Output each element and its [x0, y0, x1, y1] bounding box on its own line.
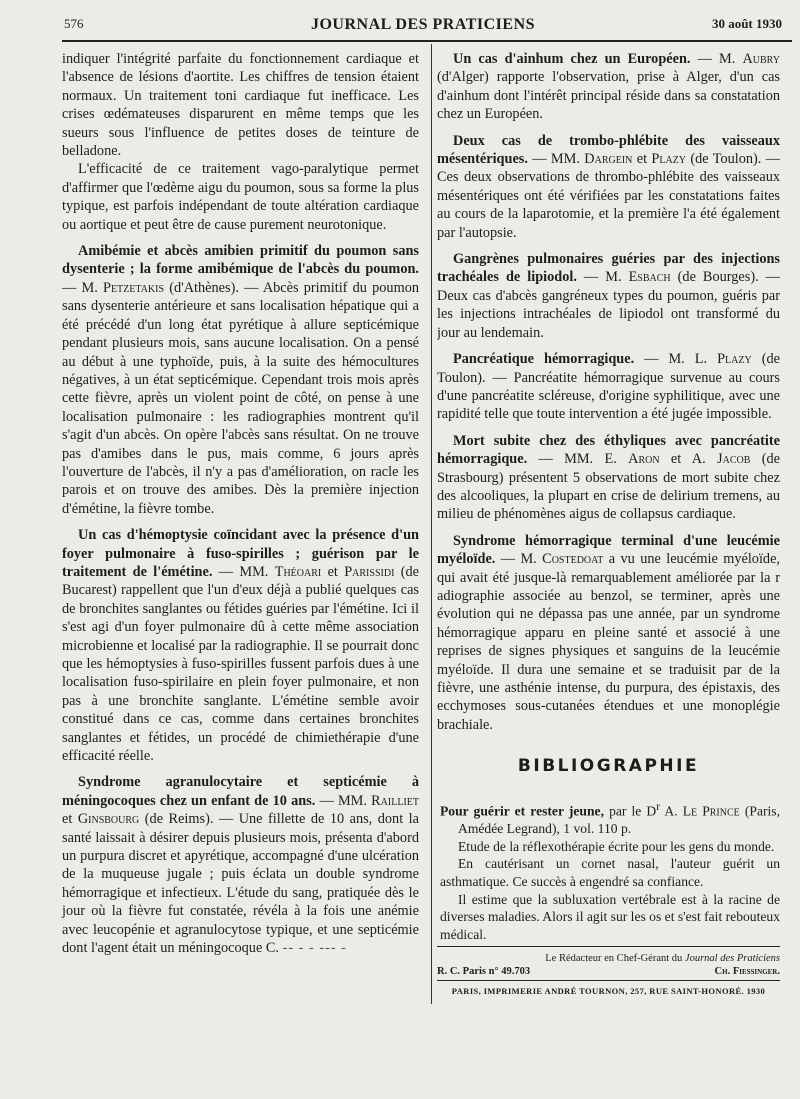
article-title: Gangrènes pulmonaires guéries par des injections trachéales de lipiodol.	[437, 251, 780, 286]
author-name: Plazy	[717, 351, 752, 368]
article-body: (d'Alger) rapporte l'observation, prise à Alger, d'un cas d'ainhum dont l'intérêt principal réside dans sa constatation chez un Européen.	[437, 69, 780, 123]
author-name: Jacob	[717, 451, 751, 468]
review-paragraph: Il estime que la subluxation vertébrale est à la racine de diverses maladies. Alors il agit sur les os et s'est fait rebouteux médical.	[440, 891, 780, 942]
author-name: Esbach	[628, 269, 671, 286]
author-name: Parissidi	[344, 563, 395, 580]
article-body: (de Toulon). — Ces deux observations de thrombo-phlébite des vaisseaux mésentériques ont été vérifiées par les constatations faites au cours de la laparotomie, et la première l'a été également par l'autopsie.	[437, 151, 780, 241]
article-body: (de Reims). — Une fillette de 10 ans, dont la santé laissait à désirer depuis plusieurs mois, présenta d'abord un purpura discret et apyrétique, accompagné d'une ulcération de la muqueuse jugale ; puis éclata un double syndrome hémorragique et infectieux. L'étude du sang, pratiquée dès le jour où la fièvre fut constatée, révéla à la fois une anémie avec leucopénie et agranulocytose typique, et une septicémie dont l'agent était un méningocoque C.	[62, 811, 419, 957]
book-reference: Pour guérir et rester jeune, par le $D^r$ A. Le Prince (Paris, Amédée Legrand), 1 vol. 110 p.	[440, 801, 780, 837]
redacteur-line: Le Rédacteur en Chef-Gérant du Journal des Praticiens	[545, 953, 780, 964]
article-body: a vu une leucémie myéloïde, qui avait été jusque-là remarquablement améliorée par la r adiographie associée au benzol, se terminer, après une évolution qui ne dépassa pas une année, par un syndrome hémorragique apparu en pleine santé et associé à une reprises de signes physiques et sanguins de la leucémie myéloïde. Il dura une semaine et se traduisit par de la fièvre, une asthénie intense, du purpura, des épistaxis, des ecchymoses sous-cutanées étendues et une monoplégie brachiale.	[437, 551, 780, 733]
rc-number: R. C. Paris n° 49.703	[437, 966, 531, 977]
column-divider	[431, 44, 432, 1004]
article-title: Pancréatique hémorragique.	[453, 351, 635, 368]
article-title: Un cas d'hémoptysie coïncidant avec la présence d'un foyer pulmonaire à fuso-spirilles ; guérison par le traitement de l'émétine.	[62, 527, 419, 580]
article-leucemie: Syndrome hémorragique terminal d'une leucémie myéloïde. — M. Costedoat a vu une leucémie myéloïde, qui avait été jusque-là remarquablement améliorée par la r adiographie associée au benzol, se terminer, après une évolution qui ne dépassa pas une année, par un syndrome hémorragique apparu en pleine santé et associé à une reprises de signes physiques et sanguins de la leucémie myéloïde. Il dura une semaine et se traduisit par de la fièvre, une asthénie intense, du purpura, des épistaxis, des ecchymoses sous-cutanées étendues et une monoplégie brachiale.	[437, 532, 780, 733]
author-name: Petzetakis	[103, 279, 165, 296]
paragraph-conclusion: L'efficacité de ce traitement vago-paralytique permet d'affirmer que l'œdème aigu du poumon, sous sa forme la plus typique, est parfois indépendant de toute altération cardiaque ou aortique et peut être de cause purement neurotonique.	[62, 161, 419, 233]
article-title: Mort subite chez des éthyliques avec pancréatite hémorragique.	[437, 432, 780, 468]
article-body: (de Strasbourg) présentent 5 observations de mort subite chez des alcooliques, la plupart en crise de delirium tremens, au milieu de phénomènes aigus de collapsus cardiaque.	[437, 451, 780, 523]
article-hemoptysie: Un cas d'hémoptysie coïncidant avec la présence d'un foyer pulmonaire à fuso-spirilles ; guérison par le traitement de l'émétine. — MM. Théoari et Parissidi (de Bucarest) rappellent que l'un d'eux déjà a publié quelques cas de bronchites sanglantes ou fétides guéries par l'émétine. Ici il s'est agi d'un foyer pulmonaire dû à cette même association microbienne et localisé par la radiographie. Il se pourrait donc que les hémoptysies à fuso-spirilles fussent parfois dues à une localisation fuso-spirilaire en plein foyer pulmonaire, et non pas à une bronchite sanglante. L'émétine semble avoir constitué dans ce cas, comme dans certaines bronchites sanglantes et fétides, un procédé de chimiethérapie d'une efficacité réelle.	[62, 527, 419, 765]
author-name: Plazy	[651, 151, 687, 168]
article-mort-subite: Mort subite chez des éthyliques avec pancréatite hémorragique. — MM. E. Aron et A. Jacob (de Strasbourg) présentent 5 observations de mort subite chez des alcooliques, la plupart en crise de delirium tremens, au milieu de phénomènes aigus de collapsus cardiaque.	[437, 432, 780, 523]
article-body: (de Bourges). — Deux cas d'abcès gangréneux types du poumon, guéris par les injections intrachéales de lipiodol ont transformé du jour au lendemain.	[437, 269, 780, 341]
bibliographie-heading: BIBLIOGRAPHIE	[517, 756, 700, 776]
printer-line: PARIS, IMPRIMERIE ANDRÉ TOURNON, 257, RUE SAINT-HONORÉ. 1930	[451, 986, 766, 996]
paragraph-continued: indiquer l'intégrité parfaite du fonctionnement cardiaque et l'absence de lésions d'aortite. Les chiffres de tension étaient normaux. Un traitement toni cardiaque fut inefficace. Les crises œdémateuses disparurent en même temps que les sueurs sous l'influence de petites doses de teinture de belladone.	[62, 51, 419, 160]
article-body: (de Bucarest) rappellent que l'un d'eux déjà a publié quelques cas de bronchites sanglantes ou fétides guéries par l'émétine. Ici il s'est agi d'un foyer pulmonaire dû à cette même association microbienne et localisé par la radiographie. Il se pourrait donc que les hémoptysies à fuso-spirilles fussent parfois dues à une localisation fuso-spirilaire en plein foyer pulmonaire, et non pas à une bronchite sanglante. L'émétine semble avoir constitué dans ce cas, comme dans certaines bronchites sanglantes et fétides, un procédé de chimiethérapie d'une efficacité réelle.	[62, 563, 419, 765]
journal-title: JOURNAL DES PRATICIENS	[310, 16, 536, 33]
issue-date: 30 août 1930	[711, 16, 782, 31]
author-name: Aubry	[742, 51, 780, 67]
registration-line	[437, 965, 780, 978]
article-title: Un cas d'ainhum chez un Européen.	[453, 51, 691, 67]
author-name: Railliet	[371, 792, 419, 809]
article-body: (de Toulon). — Pancréatite hémorragique survenue au cours d'une pancréatite scléreuse, d'origine syphilitique, avec une rapidité telle que toute intervention a été jugée impossible.	[437, 351, 780, 423]
author-name: Aron	[628, 451, 660, 468]
article-gangrenes: Gangrènes pulmonaires guéries par des injections trachéales de lipiodol. — M. Esbach (de Bourges). — Deux cas d'abcès gangréneux types du poumon, guéris par les injections intrachéales de lipiodol ont transformé du jour au lendemain.	[437, 251, 780, 341]
article-amibemie: Amibémie et abcès amibien primitif du poumon sans dysenterie ; la forme amibémique de l'abcès du poumon. — M. Petzetakis (d'Athènes). — Abcès primitif du poumon sans dysenterie antérieure et sans localisation hépatique qui a été précédé d'un long état pyrétique à allure septicémique pendant plusieurs mois, sans aucune localisation. On a pensé au début à une typhoïde, puis, à la suite des hémocultures négatives, à un état septicémique. Cependant trois mois après cette fièvre, après un violent point de côté, on pense à une localisation pulmonaire : les radiographies montrent qu'il s'agit d'un abcès. On opère l'abcès sans résultat. On ne trouve pas d'amibes dans le pus, mais comme, 6 jours après l'ouverture de l'abcès, il n'y a pas d'amélioration, on racle les parois et on trouve des amibes. Dès la première injection d'émétine, la fièvre tombe.	[62, 243, 419, 517]
footer-rule-bottom	[437, 980, 780, 981]
footer-rule-top	[437, 946, 780, 947]
book-publisher: (Paris, Amédée Legrand), 1 vol. 110 p.	[458, 803, 780, 837]
page-header	[64, 16, 782, 38]
page-number: 576	[64, 16, 84, 31]
author-name: Dargein	[584, 151, 633, 168]
article-title: Syndrome hémorragique terminal d'une leucémie myéloïde.	[437, 532, 780, 568]
end-dashes: -- - - --- -	[282, 940, 347, 957]
article-title: Syndrome agranulocytaire et septicémie à méningocoques chez un enfant de 10 ans.	[62, 774, 419, 809]
article-trombo-phlebite: Deux cas de trombo-phlébite des vaisseaux mésentériques. — MM. Dargein et Plazy (de Toulon). — Ces deux observations de thrombo-phlébite des vaisseaux mésentériques ont été vérifiées par les constatations faites au cours de la laparotomie, et la première l'a été également par l'autopsie.	[437, 132, 780, 241]
right-column	[437, 50, 780, 734]
header-rule	[62, 40, 792, 42]
review-paragraph: En cautérisant un cornet nasal, l'auteur guérit un asthmatique. Ce succès à engendré sa confiance.	[440, 856, 780, 889]
left-column	[62, 50, 419, 958]
article-pancreatique: Pancréatique hémorragique. — M. L. Plazy (de Toulon). — Pancréatite hémorragique survenue au cours d'une pancréatite scléreuse, d'origine syphilitique, avec une rapidité telle que toute intervention a été jugée impossible.	[437, 351, 780, 423]
article-title: Amibémie et abcès amibien primitif du poumon sans dysenterie ; la forme amibémique de l'abcès du poumon.	[62, 243, 419, 278]
article-agranulocytaire: Syndrome agranulocytaire et septicémie à méningocoques chez un enfant de 10 ans. — MM. Railliet et Ginsbourg (de Reims). — Une fillette de 10 ans, dont la santé laissait à désirer depuis plusieurs mois, présenta d'abord un purpura discret et apyrétique, accompagné d'une ulcération de la muqueuse jugale ; puis éclata un double syndrome hémorragique et infectieux. L'étude du sang, pratiquée dès le jour où la fièvre fut constatée, révéla à la fois une anémie avec leucopénie et agranulocytose typique, et une septicémie dont l'agent était un méningocoque C. -- - - --- -	[62, 774, 419, 957]
article-title: Deux cas de trombo-phlébite des vaisseaux mésentériques.	[437, 132, 780, 168]
journal-name: Journal des Praticiens	[684, 953, 780, 964]
author-name: Ginsbourg	[77, 811, 140, 828]
review-paragraph: Etude de la réflexothérapie écrite pour les gens du monde.	[458, 838, 775, 854]
author-name: Costedoat	[542, 551, 604, 568]
book-author: A. Le Prince	[660, 803, 740, 819]
gerant-name: Ch. Fiessinger.	[714, 966, 780, 977]
bibliographie-section	[440, 799, 780, 943]
article-body: (d'Athènes). — Abcès primitif du poumon sans dysenterie antérieure et sans localisation hépatique qui a été précédé d'un long état pyrétique à allure septicémique pendant plusieurs mois, sans aucune localisation. On a pensé au début à une typhoïde, puis, à la suite des hémocultures négatives, à un état septicémique. Cependant trois mois après cette fièvre, après un violent point de côté, on pense à une localisation pulmonaire : les radiographies montrent qu'il s'agit d'un abcès. On opère l'abcès sans résultat. On ne trouve pas d'amibes dans le pus, mais comme, 6 jours après l'ouverture de l'abcès, il n'y a pas d'amélioration, on racle les parois et on trouve des amibes. Dès la première injection d'émétine, la fièvre tombe.	[62, 279, 419, 517]
article-ainhum: Un cas d'ainhum chez un Européen. — M. Aubry (d'Alger) rapporte l'observation, prise à Alger, d'un cas d'ainhum dont l'intérêt principal réside dans sa constatation chez un Européen.	[437, 51, 780, 123]
book-title: Pour guérir et rester jeune,	[440, 803, 604, 819]
author-name: Théoari	[274, 563, 322, 580]
